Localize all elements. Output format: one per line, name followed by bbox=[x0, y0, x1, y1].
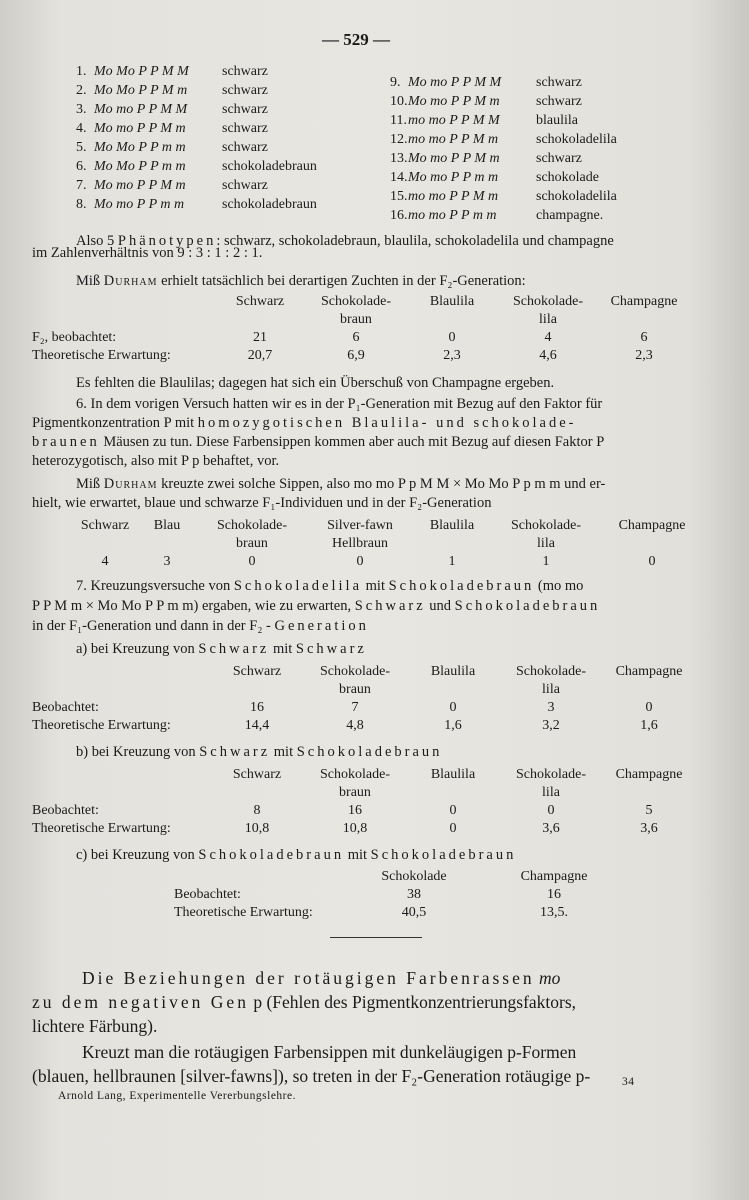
table-header-cont: lila bbox=[539, 312, 557, 327]
para7-line1: 7. Kreuzungsversuche von Schokoladelila mit Schokoladebraun (mo mo bbox=[76, 578, 584, 594]
table-corner bbox=[32, 681, 208, 699]
genotype-line bbox=[76, 157, 317, 176]
genotype-formula: Mo mo P P M m bbox=[94, 178, 186, 193]
table-row bbox=[32, 802, 698, 820]
genotype-number: 15. bbox=[390, 189, 408, 204]
table-header-cont bbox=[596, 311, 692, 329]
table-cell: 6 bbox=[640, 330, 648, 345]
table-cell: 2,3 bbox=[635, 348, 653, 363]
final-paragraph-line2: (blauen, hellbraunen [silver-fawns]), so treten in der F₂-Generation rotäugige p- bbox=[32, 1066, 591, 1086]
table-corner bbox=[32, 766, 208, 784]
table-cell: 40,5 bbox=[401, 905, 427, 920]
table-row bbox=[32, 699, 698, 717]
table-header-cont bbox=[404, 784, 502, 802]
table-cell: 13,5. bbox=[540, 905, 568, 920]
table-cell: 3,6 bbox=[640, 821, 658, 836]
genotype-color: schwarz bbox=[222, 121, 268, 136]
table-header: Schokolade- bbox=[511, 518, 581, 533]
table-row-label: Theoretische Erwartung: bbox=[32, 718, 171, 733]
table-header: Schwarz bbox=[235, 294, 285, 309]
table-header-cont bbox=[134, 535, 200, 553]
table-corner bbox=[32, 311, 212, 329]
table-cell: 7 bbox=[351, 700, 359, 715]
genotype-line bbox=[76, 100, 317, 119]
table-cell: 10,8 bbox=[342, 821, 368, 836]
table-cell: 1,6 bbox=[640, 718, 658, 733]
genotype-formula: Mo mo P P M M bbox=[408, 75, 502, 90]
genotype-number: 9. bbox=[390, 75, 401, 90]
para7-line3: in der F₁-Generation und dann in der F₂ - Generation bbox=[32, 618, 369, 634]
genotype-number: 6. bbox=[76, 159, 87, 174]
phaenotypen-ratio: im Zahlenverhältnis von 9 : 3 : 1 : 2 : 1. bbox=[32, 245, 263, 261]
table-header-cont bbox=[600, 681, 698, 699]
table-header: Schokolade- bbox=[320, 767, 390, 782]
table-header: Schokolade bbox=[381, 869, 447, 884]
table-cell: 6 bbox=[352, 330, 360, 345]
genotype-formula: Mo mo P P M M bbox=[94, 102, 188, 117]
genotype-formula: Mo mo P P m m bbox=[94, 197, 185, 212]
genotype-number: 11. bbox=[390, 113, 407, 128]
genotype-color: schwarz bbox=[222, 64, 268, 79]
table-cell: 1 bbox=[542, 554, 550, 569]
table-header-cont bbox=[416, 535, 488, 553]
table-header: Blaulila bbox=[430, 767, 476, 782]
table-cell: 16 bbox=[250, 700, 264, 715]
table-cell: 10,8 bbox=[244, 821, 270, 836]
table-cell: 20,7 bbox=[247, 348, 273, 363]
section-heading-line3: lichtere Färbung). bbox=[32, 1016, 158, 1036]
table-cell: 3,2 bbox=[542, 718, 560, 733]
table-header: Schwarz bbox=[80, 518, 130, 533]
table-cell: 0 bbox=[648, 554, 656, 569]
para6-line1: 6. In dem vorigen Versuch hatten wir es in der P₁-Generation mit Bezug auf den Faktor für bbox=[76, 396, 603, 412]
genotype-color: schokoladelila bbox=[536, 132, 617, 147]
table-cell: 5 bbox=[645, 803, 653, 818]
table-row bbox=[174, 886, 624, 904]
table-header-cont bbox=[404, 681, 502, 699]
genotype-color: schwarz bbox=[222, 83, 268, 98]
genotype-number: 1. bbox=[76, 64, 87, 79]
table-row-label: Beobachtet: bbox=[32, 700, 99, 715]
table-cell: 2,3 bbox=[443, 348, 461, 363]
table-header: Blaulila bbox=[429, 518, 475, 533]
genotype-line bbox=[390, 73, 617, 92]
genotype-line bbox=[390, 111, 617, 130]
genotype-line bbox=[390, 187, 617, 206]
table-corner bbox=[174, 868, 344, 886]
table-cell: 0 bbox=[448, 330, 456, 345]
table-header-cont: braun bbox=[339, 785, 371, 800]
table-cell: 0 bbox=[645, 700, 653, 715]
table-row bbox=[32, 820, 698, 838]
table-header-cont bbox=[404, 311, 500, 329]
table-row-label: F₂, beobachtet: bbox=[32, 330, 117, 345]
table-a bbox=[32, 663, 698, 735]
table-header: Silver-fawn bbox=[327, 518, 393, 533]
table-corner bbox=[32, 784, 208, 802]
genotype-line bbox=[390, 130, 617, 149]
table-f2-durham bbox=[32, 293, 692, 365]
table-cell: 0 bbox=[356, 554, 364, 569]
section-divider bbox=[330, 937, 422, 938]
table-header: Blau bbox=[153, 518, 181, 533]
table-header: Schokolade- bbox=[217, 518, 287, 533]
genotype-color: schokoladebraun bbox=[222, 197, 317, 212]
table-corner bbox=[32, 663, 208, 681]
genotype-number: 13. bbox=[390, 151, 408, 166]
table-header: Schwarz bbox=[232, 767, 282, 782]
genotype-number: 5. bbox=[76, 140, 87, 155]
table-cell: 8 bbox=[253, 803, 261, 818]
table-row bbox=[174, 904, 624, 922]
genotype-line bbox=[76, 62, 317, 81]
genotype-number: 3. bbox=[76, 102, 87, 117]
sub-b-heading: b) bei Kreuzung von Schwarz mit Schokoladebraun bbox=[76, 744, 443, 760]
genotype-number: 16. bbox=[390, 208, 408, 223]
genotype-line bbox=[76, 119, 317, 138]
genotype-line bbox=[390, 168, 617, 187]
genotype-formula: Mo Mo P P m m bbox=[94, 140, 186, 155]
table-cell: 38 bbox=[407, 887, 421, 902]
table-cell: 4,8 bbox=[346, 718, 364, 733]
genotype-number: 10. bbox=[390, 94, 408, 109]
table-header-cont: Hellbraun bbox=[332, 536, 388, 551]
table-header-cont: braun bbox=[236, 536, 268, 551]
table-row-label: Theoretische Erwartung: bbox=[32, 821, 171, 836]
para6-line2: Pigmentkonzentration P mit homozygotischen Blaulila- und schokolade- bbox=[32, 415, 577, 431]
genotype-color: schwarz bbox=[222, 178, 268, 193]
table-cell: 3,6 bbox=[542, 821, 560, 836]
genotype-line bbox=[76, 138, 317, 157]
table-header: Schokolade- bbox=[320, 664, 390, 679]
table-cell: 16 bbox=[547, 887, 561, 902]
table-header-cont: braun bbox=[339, 682, 371, 697]
table-header-cont bbox=[208, 784, 306, 802]
table-cell: 16 bbox=[348, 803, 362, 818]
section-heading-line2: zu dem negativen Gen p (Fehlen des Pigmentkonzentrierungsfaktors, bbox=[32, 992, 577, 1012]
table-row bbox=[32, 329, 692, 347]
genotype-formula: mo mo P P m m bbox=[408, 208, 497, 223]
genotype-line bbox=[390, 206, 617, 225]
table-header: Schokolade- bbox=[516, 767, 586, 782]
table-corner bbox=[32, 293, 212, 311]
durham-paragraph-1: Miß Durham erhielt tatsächlich bei derartigen Zuchten in der F₂-Generation: bbox=[76, 273, 526, 289]
table-cell: 0 bbox=[449, 821, 457, 836]
table-header: Blaulila bbox=[430, 664, 476, 679]
table-header-cont: lila bbox=[542, 682, 560, 697]
genotype-formula: Mo mo P P M m bbox=[408, 94, 500, 109]
genotype-line bbox=[76, 81, 317, 100]
genotype-color: blaulila bbox=[536, 113, 578, 128]
table-cell: 1,6 bbox=[444, 718, 462, 733]
table-header: Blaulila bbox=[429, 294, 475, 309]
genotype-color: schwarz bbox=[536, 94, 582, 109]
table-cell: 4 bbox=[101, 554, 109, 569]
table-cell: 6,9 bbox=[347, 348, 365, 363]
sub-c-heading: c) bei Kreuzung von Schokoladebraun mit Schokoladebraun bbox=[76, 847, 517, 863]
table-row bbox=[76, 553, 700, 571]
genotype-color: schwarz bbox=[536, 151, 582, 166]
table-cell: 3 bbox=[547, 700, 555, 715]
genotype-color: champagne. bbox=[536, 208, 604, 223]
table-cell: 3 bbox=[163, 554, 171, 569]
genotype-formula: mo mo P P M M bbox=[408, 113, 500, 128]
table-f2-durham-2 bbox=[76, 517, 700, 571]
table-row-label: Beobachtet: bbox=[32, 803, 99, 818]
genotype-color: schokoladebraun bbox=[222, 159, 317, 174]
genotype-formula: Mo Mo P P M M bbox=[94, 64, 189, 79]
table-header-cont bbox=[600, 784, 698, 802]
page-number: — 529 — bbox=[322, 30, 390, 49]
table-row bbox=[32, 717, 698, 735]
table-row-label: Theoretische Erwartung: bbox=[174, 905, 313, 920]
durham-paragraph-2: Miß Durham kreuzte zwei solche Sippen, also mo mo P p M M × Mo Mo P p m m und er- bbox=[76, 476, 606, 492]
para6-line3: braunen Mäusen zu tun. Diese Farbensippen kommen aber auch mit Bezug auf diesen Faktor P bbox=[32, 434, 605, 450]
genotype-number: 4. bbox=[76, 121, 87, 136]
genotype-formula: Mo mo P P M m bbox=[94, 121, 186, 136]
final-paragraph-line1: Kreuzt man die rotäugigen Farbensippen mit dunkeläugigen p-Formen bbox=[82, 1042, 577, 1062]
genotype-color: schokolade bbox=[536, 170, 599, 185]
durham-paragraph-2-cont: hielt, wie erwartet, blaue und schwarze F₁-Individuen und in der F₂-Generation bbox=[32, 495, 492, 511]
genotype-number: 12. bbox=[390, 132, 408, 147]
genotype-line bbox=[76, 195, 317, 214]
genotype-color: schokoladelila bbox=[536, 189, 617, 204]
genotype-number: 8. bbox=[76, 197, 87, 212]
table-header-cont: braun bbox=[340, 312, 372, 327]
table-cell: 0 bbox=[547, 803, 555, 818]
genotype-formula: Mo Mo P P m m bbox=[94, 159, 186, 174]
table-cell: 21 bbox=[253, 330, 267, 345]
genotype-formula: Mo Mo P P M m bbox=[94, 83, 188, 98]
genotype-list-right bbox=[390, 73, 617, 225]
table-header-cont bbox=[208, 681, 306, 699]
table-header: Champagne bbox=[610, 294, 678, 309]
table-c bbox=[174, 868, 624, 922]
genotype-list-left bbox=[76, 62, 317, 214]
genotype-formula: Mo mo P P m m bbox=[408, 170, 499, 185]
fehlten-paragraph: Es fehlten die Blaulilas; dagegen hat sich ein Überschuß von Champagne ergeben. bbox=[76, 375, 555, 391]
genotype-formula: Mo mo P P M m bbox=[408, 151, 500, 166]
genotype-number: 7. bbox=[76, 178, 87, 193]
genotype-color: schwarz bbox=[536, 75, 582, 90]
table-cell: 0 bbox=[449, 700, 457, 715]
table-header-cont: lila bbox=[542, 785, 560, 800]
table-cell: 0 bbox=[449, 803, 457, 818]
genotype-line bbox=[76, 176, 317, 195]
table-row bbox=[32, 347, 692, 365]
footer-author: Arnold Lang, Experimentelle Vererbungslehre. bbox=[58, 1090, 296, 1102]
genotype-number: 14. bbox=[390, 170, 408, 185]
table-header: Champagne bbox=[615, 767, 683, 782]
table-cell: 0 bbox=[248, 554, 256, 569]
table-cell: 4,6 bbox=[539, 348, 557, 363]
table-cell: 14,4 bbox=[244, 718, 270, 733]
genotype-formula: mo mo P P M m bbox=[408, 189, 499, 204]
table-header-cont bbox=[76, 535, 134, 553]
table-header-cont: lila bbox=[537, 536, 555, 551]
table-header: Schwarz bbox=[232, 664, 282, 679]
table-cell: 1 bbox=[448, 554, 456, 569]
genotype-line bbox=[390, 149, 617, 168]
sub-a-heading: a) bei Kreuzung von Schwarz mit Schwarz bbox=[76, 641, 367, 657]
table-row-label: Beobachtet: bbox=[174, 887, 241, 902]
table-header-cont bbox=[604, 535, 700, 553]
genotype-number: 2. bbox=[76, 83, 87, 98]
table-header: Champagne bbox=[520, 869, 588, 884]
genotype-line bbox=[390, 92, 617, 111]
section-heading-line1: Die Beziehungen der rotäugigen Farbenrassen mo bbox=[82, 968, 561, 988]
para7-line2: P P M m × Mo Mo P P m m) ergaben, wie zu erwarten, Schwarz und Schokoladebraun bbox=[32, 598, 601, 614]
table-header: Schokolade- bbox=[516, 664, 586, 679]
table-header: Champagne bbox=[615, 664, 683, 679]
table-header: Schokolade- bbox=[513, 294, 583, 309]
table-row-label: Theoretische Erwartung: bbox=[32, 348, 171, 363]
table-cell: 4 bbox=[544, 330, 552, 345]
phaenotypen-paragraph: Also 5 Phänotypen: schwarz, schokoladebraun, blaulila, schokoladelila und champagne bbox=[76, 233, 614, 249]
table-header-cont bbox=[212, 311, 308, 329]
table-header: Schokolade- bbox=[321, 294, 391, 309]
table-b bbox=[32, 766, 698, 838]
genotype-color: schwarz bbox=[222, 140, 268, 155]
para6-line4: heterozygotisch, also mit P p behaftet, vor. bbox=[32, 453, 280, 469]
genotype-color: schwarz bbox=[222, 102, 268, 117]
genotype-formula: mo mo P P M m bbox=[408, 132, 499, 147]
table-header: Champagne bbox=[618, 518, 686, 533]
footer-sheet-number: 34 bbox=[622, 1076, 635, 1088]
